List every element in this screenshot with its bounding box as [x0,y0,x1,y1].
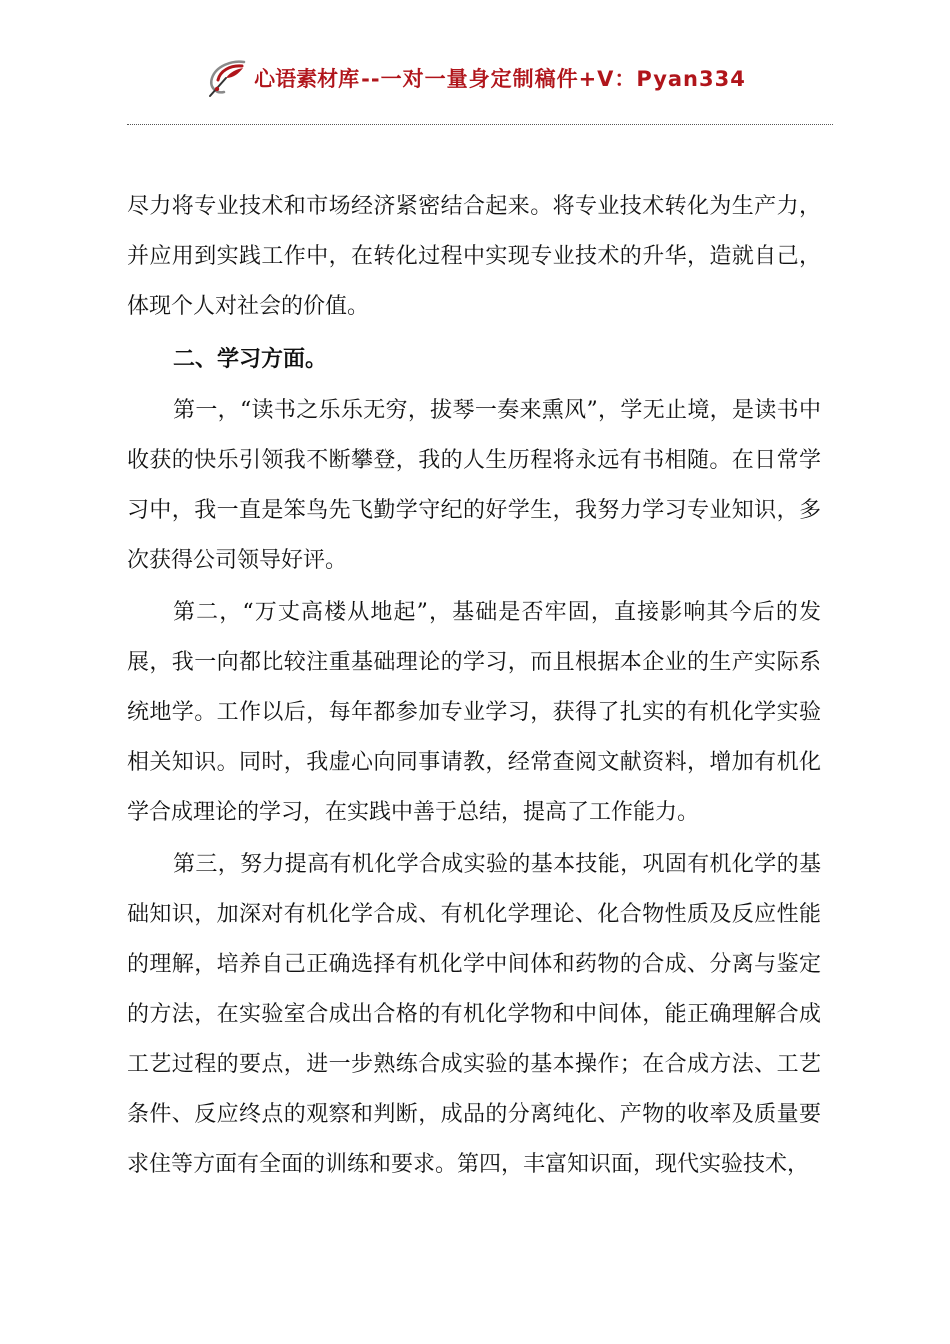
paragraph-first: 第一，“读书之乐乐无穷，拔琴一奏来熏风”，学无止境，是读书中收获的快乐引领我不断攀登，我的人生历程将永远有书相随。在日常学习中，我一直是笨鸟先飞勤学守纪的好学生，我努力学习专业知识，多次获得公司领导好评。 [127,398,821,573]
quill-swirl-icon [204,56,252,100]
header-banner [204,56,746,100]
header-divider [127,124,833,125]
page-header [0,56,950,106]
document-body [127,182,821,1192]
header-tagline: --一对一量身定制稿件+V：Pyan334 [361,67,746,91]
paragraph-third: 第三，努力提高有机化学合成实验的基本技能，巩固有机化学的基础知识，加深对有机化学合成、有机化学理论、化合物性质及反应性能的理解，培养自己正确选择有机化学中间体和药物的合成、分离与鉴定的方法，在实验室合成出合格的有机化学物和中间体，能正确理解合成工艺过程的要点，进一步熟练合成实验的基本操作；在合成方法、工艺条件、反应终点的观察和判断，成品的分离纯化、产物的收率及质量要求住等方面有全面的训练和要求。第四，丰富知识面，现代实验技术， [127,852,821,1177]
paragraph-second: 第二，“万丈高楼从地起”，基础是否牢固，直接影响其今后的发展，我一向都比较注重基础理论的学习，而且根据本企业的生产实际系统地学。工作以后，每年都参加专业学习，获得了扎实的有机化学实验相关知识。同时，我虚心向同事请教，经常查阅文献资料，增加有机化学合成理论的学习，在实践中善于总结，提高了工作能力。 [127,600,821,825]
section-heading: 二、学习方面。 [173,346,328,372]
paragraph-continuation: 尽力将专业技术和市场经济紧密结合起来。将专业技术转化为生产力，并应用到实践工作中，在转化过程中实现专业技术的升华，造就自己，体现个人对社会的价值。 [127,194,821,319]
brand-name: 心语素材库 [254,66,360,91]
